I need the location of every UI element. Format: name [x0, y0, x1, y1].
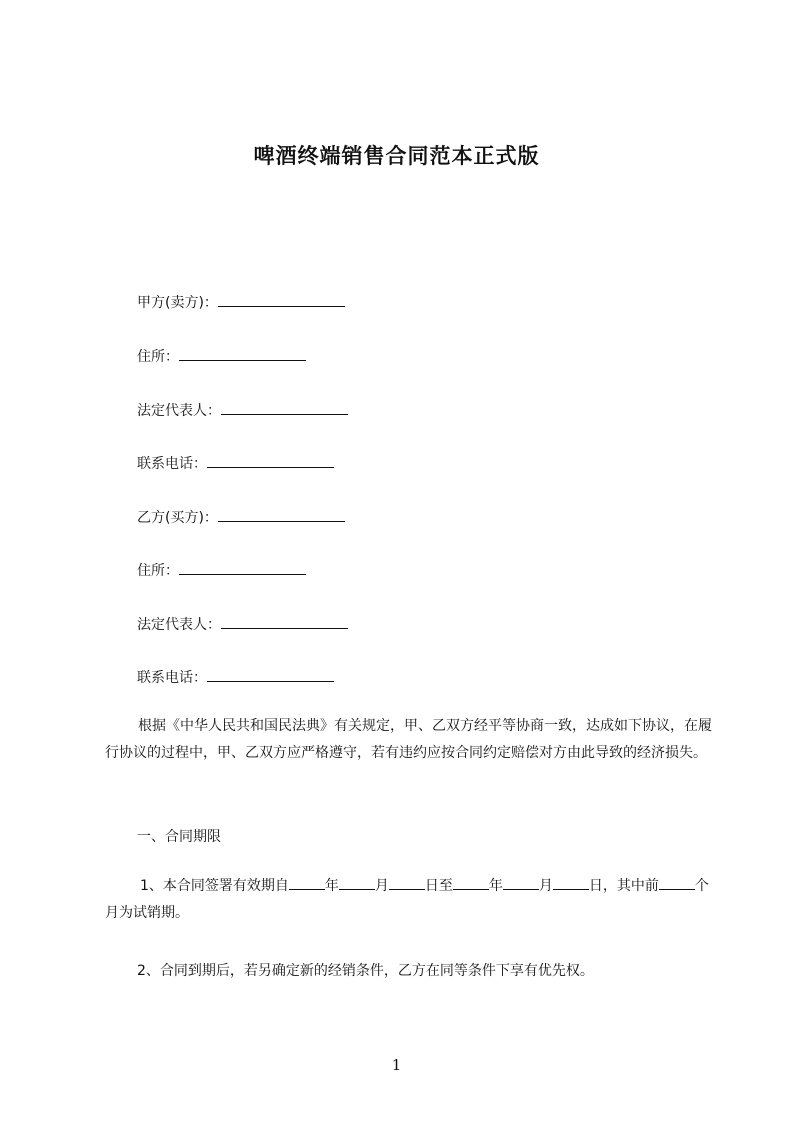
field-label: 联系电话： [137, 670, 207, 686]
seller-phone-field [137, 453, 334, 473]
seller-party-field [137, 292, 345, 312]
field-label: 联系电话： [137, 456, 207, 472]
clause-text: 1、本合同签署有效期自 [140, 878, 289, 894]
blank-line [503, 875, 539, 890]
buyer-address-field [137, 560, 306, 580]
field-label: 住所： [137, 349, 179, 365]
blank-line [179, 560, 306, 575]
clause-text: 月 [374, 878, 389, 894]
blank-line [339, 875, 375, 890]
clause-text: 月 [538, 878, 553, 894]
blank-line [221, 400, 348, 415]
section-heading: 一、合同期限 [137, 829, 221, 845]
seller-address-field [137, 346, 306, 366]
clause-text: 日至 [424, 878, 453, 894]
clause-text: 个月为试销期。 [105, 878, 709, 921]
field-label: 甲方(卖方)： [137, 295, 218, 311]
clause-1 [105, 873, 715, 927]
clause-2: 2、合同到期后，若另确定新的经销条件，乙方在同等条件下享有优先权。 [137, 963, 594, 979]
field-label: 住所： [137, 563, 179, 579]
blank-line [179, 346, 306, 361]
blank-line [289, 875, 325, 890]
blank-line [207, 667, 334, 682]
buyer-party-field [137, 507, 345, 527]
blank-line [218, 507, 345, 522]
field-label: 法定代表人： [137, 617, 221, 633]
field-label: 法定代表人： [137, 403, 221, 419]
blank-line [453, 875, 489, 890]
buyer-phone-field [137, 667, 334, 687]
blank-line [553, 875, 589, 890]
blank-line [389, 875, 425, 890]
preamble-paragraph: 根据《中华人民共和国民法典》有关规定，甲、乙双方经平等协商一致，达成如下协议，在履行协议的过程中，甲、乙双方应严格遵守，若有违约应按合同约定赔偿对方由此导致的经济损失。 [105, 718, 712, 761]
blank-line [207, 453, 334, 468]
blank-line [218, 292, 345, 307]
page-number: 1 [391, 1056, 402, 1074]
blank-line [659, 875, 695, 890]
seller-representative-field [137, 400, 348, 420]
clause-text: 年 [324, 878, 339, 894]
buyer-representative-field [137, 614, 348, 634]
blank-line [221, 614, 348, 629]
document-title: 啤酒终端销售合同范本正式版 [253, 144, 540, 168]
field-label: 乙方(买方)： [137, 510, 218, 526]
clause-text: 年 [488, 878, 503, 894]
clause-text: 日，其中前 [588, 878, 659, 894]
